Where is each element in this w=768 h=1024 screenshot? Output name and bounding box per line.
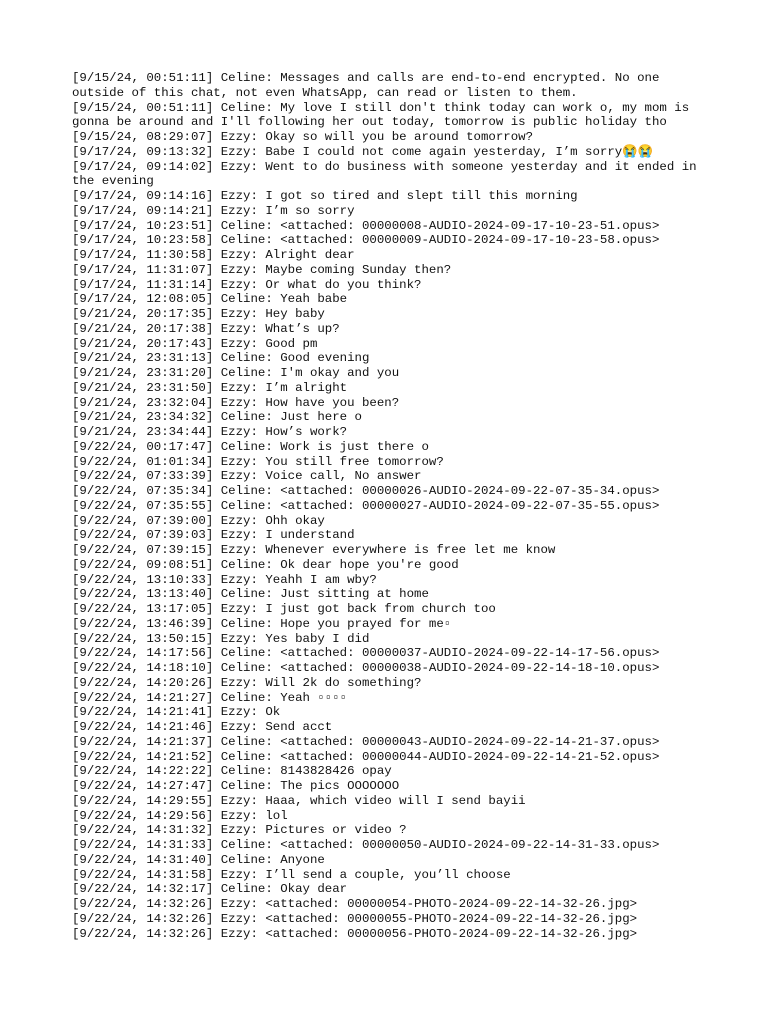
message-line: [9/15/24, 08:29:07] Ezzy: Okay so will you be around tomorrow? [72,130,534,144]
message-line: [9/22/24, 14:20:26] Ezzy: Will 2k do something? [72,675,422,690]
message-line: [9/17/24, 09:14:21] Ezzy: I’m so sorry [72,203,355,218]
message-line: [9/21/24, 23:34:32] Celine: Just here o [72,410,362,425]
message-line: [9/22/24, 14:21:41] Ezzy: Ok [72,705,281,720]
message-line: [9/22/24, 14:29:55] Ezzy: Haaa, which video will I send bayii [72,793,526,808]
message-line: [9/15/24, 00:51:11] Celine: Messages and calls are end-to-end encrypted. No one outside of this chat, not even WhatsApp, can read or listen to them. [72,71,667,100]
message-line: [9/17/24, 11:30:58] Ezzy: Alright dear [72,248,355,262]
message-line: [9/21/24, 23:31:50] Ezzy: I’m alright [72,380,348,395]
message-line: [9/22/24, 14:31:58] Ezzy: I’ll send a couple, you’ll choose [72,867,511,882]
message-line: [9/22/24, 07:39:15] Ezzy: Whenever everywhere is free let me know [72,543,556,557]
message-line: [9/22/24, 07:35:55] Celine: <attached: 00000027-AUDIO-2024-09-22-07-35-55.opus> [72,498,660,513]
message-line: [9/22/24, 07:39:03] Ezzy: I understand [72,528,355,543]
message-line: [9/22/24, 00:17:47] Celine: Work is just there o [72,439,429,454]
message-line: [9/17/24, 09:14:02] Ezzy: Went to do business with someone yesterday and it ended in the evening [72,159,705,189]
message-line: [9/21/24, 20:17:43] Ezzy: Good pm [72,336,318,351]
message-line: [9/21/24, 23:34:44] Ezzy: How’s work? [72,425,348,439]
message-line: [9/17/24, 09:13:32] Ezzy: Babe I could not come again yesterday, I’m sorry😭😭 [72,144,654,159]
message-line: [9/22/24, 07:39:00] Ezzy: Ohh okay [72,513,325,528]
message-line: [9/17/24, 09:14:16] Ezzy: I got so tired and slept till this morning [72,189,578,203]
message-line: [9/22/24, 14:32:26] Ezzy: <attached: 00000055-PHOTO-2024-09-22-14-32-26.jpg> [72,911,638,926]
message-line: [9/22/24, 14:31:40] Celine: Anyone [72,852,325,867]
message-line: [9/21/24, 23:31:20] Celine: I'm okay and you [72,366,400,380]
message-line: [9/17/24, 12:08:05] Celine: Yeah babe [72,292,348,307]
message-line: [9/17/24, 10:23:58] Celine: <attached: 00000009-AUDIO-2024-09-17-10-23-58.opus> [72,233,660,248]
message-line: [9/22/24, 14:31:33] Celine: <attached: 00000050-AUDIO-2024-09-22-14-31-33.opus> [72,838,660,852]
message-line: [9/21/24, 23:31:13] Celine: Good evening [72,351,370,366]
message-line: [9/22/24, 13:50:15] Ezzy: Yes baby I did [72,631,370,646]
message-line: [9/22/24, 14:29:56] Ezzy: lol [72,808,288,823]
message-line: [9/22/24, 07:35:34] Celine: <attached: 00000026-AUDIO-2024-09-22-07-35-34.opus> [72,484,660,498]
message-line: [9/22/24, 14:32:26] Ezzy: <attached: 00000054-PHOTO-2024-09-22-14-32-26.jpg> [72,897,638,911]
message-line: [9/22/24, 14:21:46] Ezzy: Send acct [72,720,333,734]
message-line: [9/22/24, 14:21:52] Celine: <attached: 00000044-AUDIO-2024-09-22-14-21-52.opus> [72,749,660,764]
message-line: [9/22/24, 01:01:34] Ezzy: You still free tomorrow? [72,454,444,469]
message-line: [9/22/24, 14:27:47] Celine: The pics OOOOOOO [72,779,400,793]
message-line: [9/22/24, 14:21:27] Celine: Yeah ▫▫▫▫ [72,690,348,705]
message-line: [9/22/24, 14:22:22] Celine: 8143828426 opay [72,764,392,779]
message-line: [9/22/24, 14:21:37] Celine: <attached: 00000043-AUDIO-2024-09-22-14-21-37.opus> [72,734,660,749]
message-line: [9/22/24, 14:31:32] Ezzy: Pictures or video ? [72,823,407,838]
message-line: [9/15/24, 00:51:11] Celine: My love I still don't think today can work o, my mom is gonna be around and I'll following her out today, tomorrow is public holiday tho [72,100,697,130]
message-line: [9/22/24, 14:32:17] Celine: Okay dear [72,882,348,897]
message-line: [9/17/24, 11:31:14] Ezzy: Or what do you think? [72,277,422,292]
message-line: [9/22/24, 07:33:39] Ezzy: Voice call, No answer [72,469,422,484]
message-line: [9/21/24, 23:32:04] Ezzy: How have you been? [72,395,400,410]
message-line: [9/22/24, 14:18:10] Celine: <attached: 00000038-AUDIO-2024-09-22-14-18-10.opus> [72,661,660,675]
message-line: [9/17/24, 11:31:07] Ezzy: Maybe coming Sunday then? [72,262,452,277]
message-line: [9/22/24, 13:13:40] Celine: Just sitting at home [72,587,429,602]
message-line: [9/22/24, 09:08:51] Celine: Ok dear hope you're good [72,557,459,572]
message-line: [9/22/24, 13:46:39] Celine: Hope you prayed for me▫ [72,616,452,631]
message-line: [9/21/24, 20:17:35] Ezzy: Hey baby [72,307,325,321]
message-line: [9/17/24, 10:23:51] Celine: <attached: 00000008-AUDIO-2024-09-17-10-23-51.opus> [72,218,660,233]
message-line: [9/22/24, 14:32:26] Ezzy: <attached: 00000056-PHOTO-2024-09-22-14-32-26.jpg> [72,926,638,941]
chat-transcript [72,71,705,941]
message-line: [9/22/24, 14:17:56] Celine: <attached: 00000037-AUDIO-2024-09-22-14-17-56.opus> [72,646,660,661]
message-line: [9/21/24, 20:17:38] Ezzy: What’s up? [72,321,340,336]
message-line: [9/22/24, 13:10:33] Ezzy: Yeahh I am wby? [72,572,377,587]
message-line: [9/22/24, 13:17:05] Ezzy: I just got back from church too [72,602,496,616]
